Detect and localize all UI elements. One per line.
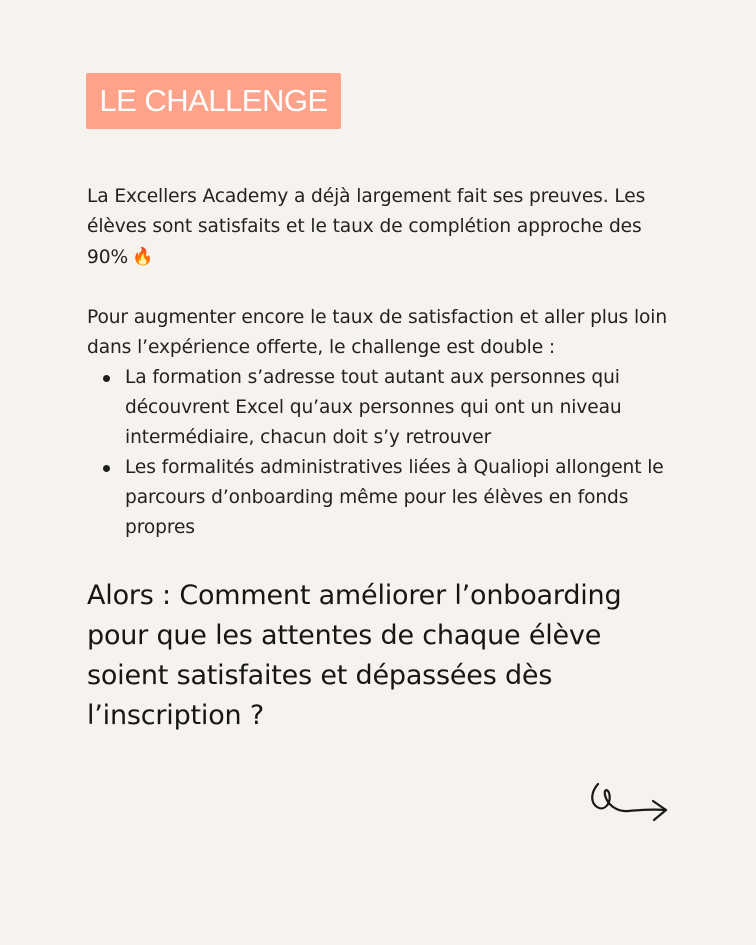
challenge-badge <box>86 73 341 129</box>
bullet-dot-icon <box>103 375 110 382</box>
list-item <box>87 453 687 543</box>
intro-paragraph <box>87 182 687 273</box>
question-heading: Alors : Comment améliorer l’onboarding pour que les attentes de chaque élève soient satisfaites et dépassées dès l’inscription ? <box>87 580 622 731</box>
list-item <box>87 363 687 453</box>
intro-text: La Excellers Academy a déjà largement fait ses preuves. Les élèves sont satisfaits et le taux de complétion approche des 90% <box>87 186 646 268</box>
badge-label: LE CHALLENGE <box>99 83 328 118</box>
paragraph-spacer <box>87 273 687 303</box>
bullet-dot-icon <box>103 465 110 472</box>
list-item-text: La formation s’adresse tout autant aux personnes qui découvrent Excel qu’aux personnes qui ont un niveau intermédiaire, chacun doit s’y retrouver <box>125 367 622 448</box>
fire-icon: 🔥 <box>132 247 154 267</box>
body-content <box>87 182 687 543</box>
challenge-paragraph: Pour augmenter encore le taux de satisfaction et aller plus loin dans l’expérience offerte, le challenge est double : <box>87 307 668 358</box>
list-item-text: Les formalités administratives liées à Qualiopi allongent le parcours d’onboarding même pour les élèves en fonds propres <box>125 457 664 538</box>
curly-arrow-icon <box>588 780 672 826</box>
challenge-list <box>87 363 687 543</box>
